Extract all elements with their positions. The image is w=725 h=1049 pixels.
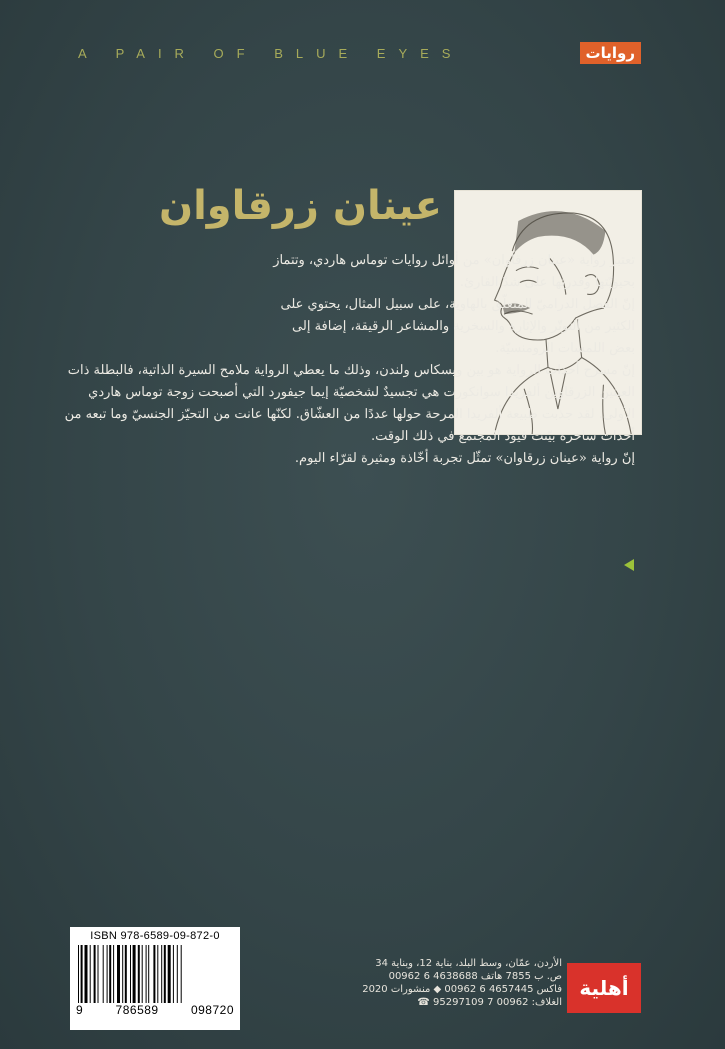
barcode-bar [168,945,171,1003]
description-paragraph-4: إنّ رواية «عينان زرقاوان» تمثّل تجربة أخّاذة ومثيرة لقرّاء اليوم. [294,451,635,466]
barcode-bar [157,945,158,1003]
barcode-bar [107,945,108,1003]
barcode-digits-group2: 098720 [190,1003,234,1017]
series-header [78,40,641,66]
series-english-title: A PAIR OF BLUE EYES [78,45,464,61]
barcode-digits-group1: 786589 [115,1003,159,1017]
book-description [55,250,635,470]
publisher-logo [567,963,641,1013]
book-title: عينان زرقاوان [158,183,442,229]
barcode-bar [117,945,120,1003]
barcode-bar [133,945,136,1003]
barcode-digit-first: 9 [76,1003,84,1017]
triangle-marker-icon [624,559,634,571]
barcode-bars-icon [76,945,234,1003]
barcode-digits [76,1003,234,1017]
barcode-bar [138,945,140,1003]
publisher-fax: فاكس 4657445 6 00962 ◆ منشورات 2020 [362,984,562,995]
publisher-address: الأردن، عمّان، وسط البلد، بناية 12، وبناية 34 [375,958,562,969]
publisher-cover-credit: الغلاف: 00962 7 95297109 ☎ [417,997,562,1008]
publisher-pobox: ص. ب 7855 هاتف 4638688 6 00962 [388,971,562,982]
barcode-bar [78,945,79,1003]
barcode-bar [98,945,99,1003]
barcode-bar [173,945,174,1003]
barcode-bar [125,945,127,1003]
series-arabic-label: روايات [580,42,641,64]
barcode-bar [130,945,131,1003]
description-paragraph-2: إنّ الفصل الدراميّ المتعلّق بالهاوية، على سبيل المثال، يحتوي على الكثير من التوتّر والإثارة والسخرية والمشاعر الرقيقة، إضافة إلى بعض اللمسات الرومنسيّة. [280,297,635,356]
barcode-bar [177,945,178,1003]
barcode-bar [161,945,162,1003]
barcode-bar [103,945,104,1003]
isbn-label: ISBN 978-6589-09-872-0 [90,930,220,942]
description-paragraph-1: تعتبر رواية «عينان زرقاوان» من أوائل روايات توماس هاردي، وتتماز بحيويّتها وقدرتها على شدّ القارئ. [273,253,635,290]
barcode-bar [122,945,123,1003]
barcode-bar [94,945,96,1003]
barcode-bar [85,945,88,1003]
publisher-info [296,957,562,1009]
description-paragraph-3: إنّ مسرح أحداث الرواية هو بين ويسكاس ولندن، وذلك ما يعطي الرواية ملامح السيرة الذاتية، فالبطلة ذات العينين الزرقاوين ألفريدا سوانكورت هي تجسيدٌ لشخصيّة إيما جيفورد التي أصبحت زوجة توماس هاردي الأولى. لقد جذبت طبيعة ألفريدا المرحة حولها عددًا من العشّاق. لكنّها عانت من التحيّز الجنسيّ وما تبعه من أحداث ساخرة بيّنت قيود المجتمع في ذلك الوقت. [64,363,635,444]
barcode-bar [181,945,182,1003]
barcode-bar [164,945,166,1003]
barcode-bar [153,945,155,1003]
barcode-bar [146,945,147,1003]
barcode-bar [109,945,111,1003]
barcode-bar [81,945,83,1003]
publisher-logo-text: أهلية [579,976,629,1000]
isbn-barcode [70,927,240,1030]
barcode-bar [90,945,91,1003]
barcode-bar [148,945,149,1003]
barcode-bar [113,945,114,1003]
barcode-bar [142,945,143,1003]
